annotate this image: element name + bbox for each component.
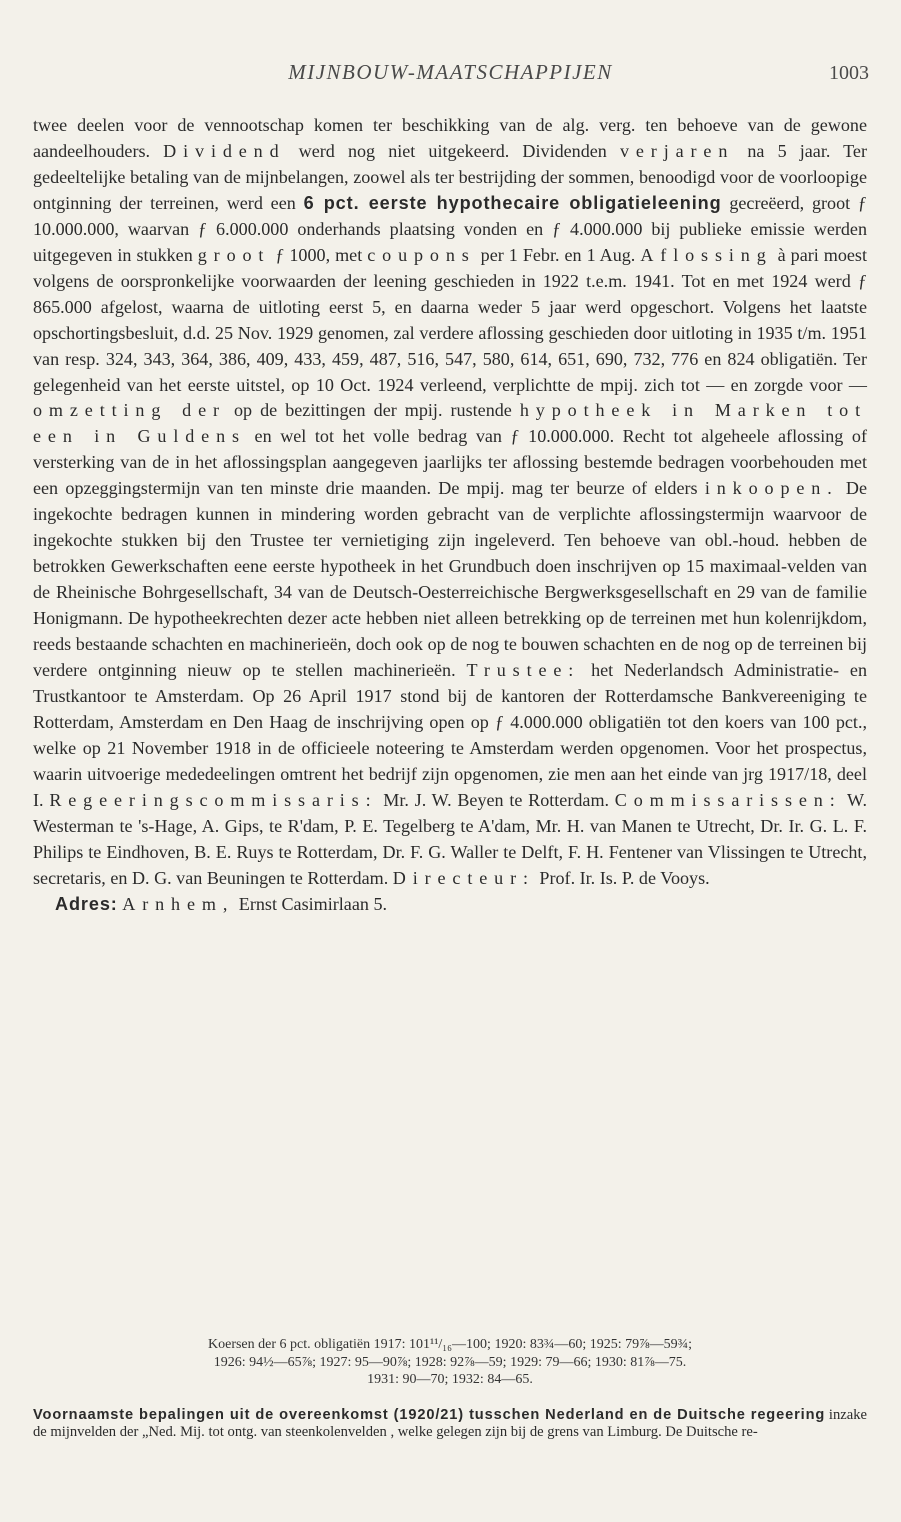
prices-line-2: 1926: 94½—65⅞; 1927: 95—90⅞; 1928: 92⅞—59; 1929: 79—66; 1930: 81⅞—75. bbox=[213, 1354, 687, 1370]
prices-line-1: Koersen der 6 pct. obligatiën 1917: 101¹¹/₁₆—100; 1920: 83¾—60; 1925: 79⅞—59¾; bbox=[208, 1337, 692, 1352]
text-run: à pari moest volgens de oorspronkelijke voorwaarden der leening geschieden in 1922 t.e.m. 1941. Tot en met 1924 werd ƒ 865.000 afgelost, waarna de uitloting eerst 5, en daarna weder 5 jaar werd opgeschort. Volgens het laatste opschortingsbesluit, d.d. 25 Nov. 1929 genomen, zal verdere aflossing geschieden door uitloting in 1935 t/m. 1951 van resp. 324, 343, 364, 386, 409, 433, 459, 487, 516, 547, 580, 614, 651, 690, 732, 776 en 824 obligatiën. Ter gelegenheid van het eerste uitstel, op 10 Oct. 1924 verleend, verplichtte de mpij. zich tot — en zorgde voor — bbox=[33, 244, 868, 395]
provisions-section bbox=[33, 1407, 867, 1442]
text-run: per 1 Febr. en 1 Aug. bbox=[475, 244, 641, 265]
text-run: ƒ 1000, met bbox=[270, 244, 368, 265]
main-paragraph bbox=[33, 113, 867, 892]
emphasis-omzetting: omzetting der bbox=[33, 400, 226, 421]
commissarissen-label: Commissarissen: bbox=[614, 789, 842, 810]
provisions-heading: Voornaamste bepalingen uit de overeenkomst (1920/21) tusschen Nederland en de Duitsche regeering bbox=[33, 1407, 826, 1423]
text-run: op de bezittingen der mpij. rustende bbox=[225, 400, 520, 421]
aflossing-label: Aflossing bbox=[640, 244, 773, 265]
loan-heading: 6 pct. eerste hypothecaire obligatieleening bbox=[303, 192, 722, 213]
text-run: Mr. J. W. Beyen te Rotterdam. bbox=[377, 789, 615, 810]
emphasis-hypotheek: hypotheek in Marken tot een in Guldens bbox=[33, 400, 868, 447]
emphasis-coupons: coupons bbox=[367, 244, 476, 265]
text-run: na 5 jaar. Ter gedeeltelijke betaling van de mijnbelangen, zoowel als ter bestrijding der sommen, benoodigd voor de voorloopige ontginning der terreinen, werd een bbox=[33, 140, 867, 213]
directeur-label: Directeur: bbox=[392, 867, 535, 888]
text-run: twee deelen voor de vennootschap komen ter beschikking van de alg. verg. ten behoeve van de gewone aandeelhouders. bbox=[33, 115, 867, 161]
address-line bbox=[55, 892, 867, 918]
text-run: W. Westerman te 's-Hage, A. Gips, te R'dam, P. E. Tegelberg te A'dam, Mr. H. van Manen te Utrecht, Dr. Ir. G. L. F. Philips te Eindhoven, B. E. Ruys te Rotterdam, Dr. F. G. Waller te Delft, F. H. Fentener van Vlissingen te Utrecht, secretaris, en D. G. van Beuningen te Rotterdam. bbox=[33, 789, 867, 888]
text-run: het Nederlandsch Administratie- en Trustkantoor te Amsterdam. Op 26 April 1917 stond bij de kantoren der Rotterdamsche Bankvereeniging te Rotterdam, Amsterdam en Den Haag de inschrijving open op ƒ 4.000.000 obligatiën tot den koers van 100 pct., welke op 21 November 1918 in de officieele noteering te Amsterdam werden opgenomen. Voor het prospectus, waarin uitvoerige mededeelingen omtrent het bedrijf zijn opgenomen, zie men aan het einde van jrg 1917/18, deel I. bbox=[33, 660, 867, 810]
page-header bbox=[0, 60, 901, 90]
text-run: en wel tot het volle bedrag van ƒ 10.000.000. Recht tot algeheele aflossing of versterking van de in het aflossingsplan aangegeven jaarlijks ter aflossing bestemde bedragen voorbehouden met een opzeggingstermijn van ten minste drie maanden. De mpij. mag ter beurze of elders bbox=[33, 426, 868, 499]
address-label: Adres: bbox=[55, 893, 118, 914]
regeeringscommissaris-label: Regeeringscommissaris: bbox=[49, 789, 378, 810]
bond-prices bbox=[33, 1336, 867, 1389]
running-title: MIJNBOUW-MAATSCHAPPIJEN bbox=[288, 60, 613, 84]
text-run: De ingekochte bedragen kunnen in mindering worden gebracht van de verplichte aflossingstermijn waarvoor de ingekochte stukken bij den Trustee ter vernietiging zijn ingeleverd. Ten behoeve van obl.-houd. hebben de betrokken Gewerkschaften eene eerste hypotheek in het Grundbuch doen inschrijven op 15 maximaal-velden van de Rheinische Bohrgesellschaft, 34 van de Deutsch-Oesterreichische Bergwerksgesellschaft en 29 van de familie Honigmann. De hypotheekrechten dezer acte hebben niet alleen betrekking op de terreinen met hun kolenrijkdom, reeds bestaande schachten en machinerieën, doch ook op de nog te bouwen schachten en de nog op de terreinen bij verdere ontginning nieuw op te stellen machinerieën. bbox=[33, 478, 868, 681]
trustee-label: Trustee: bbox=[466, 660, 581, 681]
provisions-text: inzake de mijnvelden der „Ned. Mij. tot ontg. van steenkolenvelden , welke gelegen zijn bij de grens van Limburg. De Duitsche re- bbox=[33, 1407, 867, 1441]
text-run: gecreëerd, groot ƒ 10.000.000, waarvan ƒ 6.000.000 onderhands plaatsing vonden en ƒ 4.000.000 bij publieke emissie werden uitgegeven in stukken bbox=[33, 192, 867, 265]
text-run: Prof. Ir. Is. P. de Vooys. bbox=[534, 867, 710, 888]
emphasis-verjaren: verjaren bbox=[619, 140, 735, 161]
emphasis-groot: groot bbox=[197, 244, 271, 265]
address-street: Ernst Casimirlaan 5. bbox=[234, 893, 388, 914]
body-text bbox=[33, 113, 867, 918]
text-run: werd nog niet uitgekeerd. Dividenden bbox=[285, 140, 620, 161]
prices-line-3: 1931: 90—70; 1932: 84—65. bbox=[367, 1372, 533, 1388]
dividend-label: Dividend bbox=[163, 140, 286, 161]
page-number: 1003 bbox=[829, 62, 869, 84]
emphasis-inkoopen: inkoopen. bbox=[704, 478, 839, 499]
address-city: Arnhem, bbox=[122, 893, 235, 914]
